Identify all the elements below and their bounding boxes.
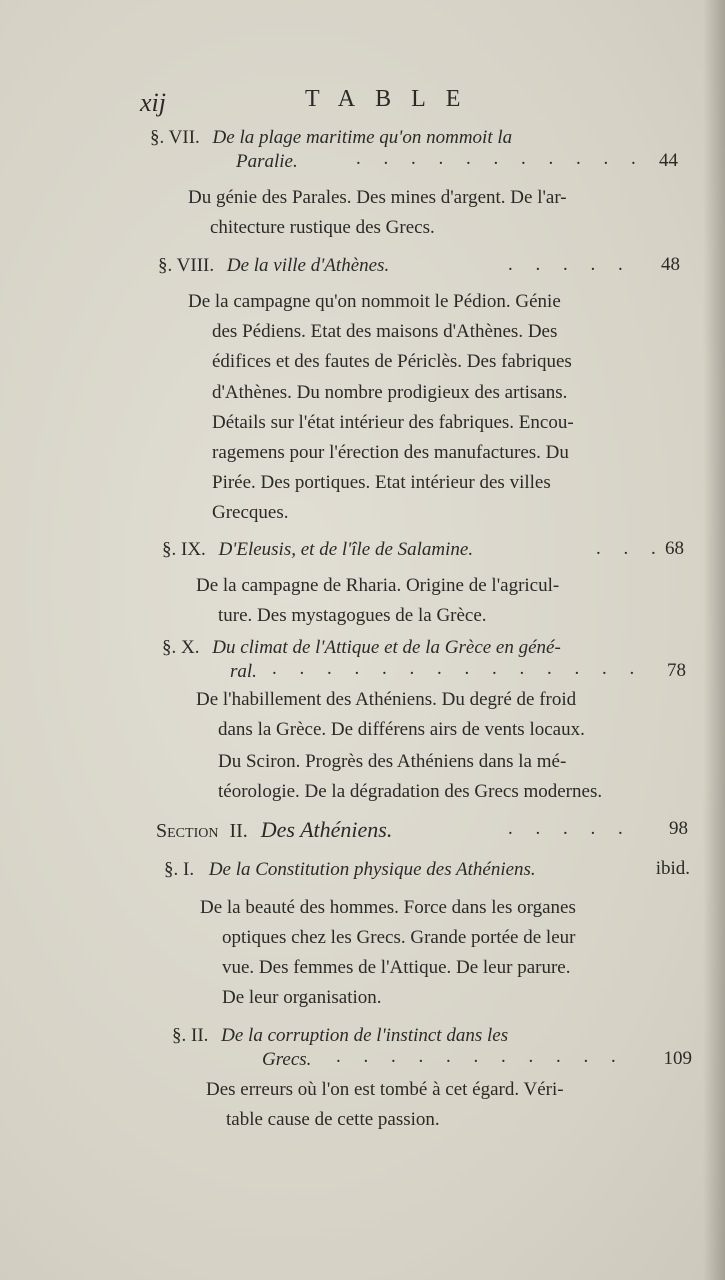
entry-description-line: De l'habillement des Athéniens. Du degré de froid <box>196 689 577 710</box>
entry-description-line: d'Athènes. Du nombre prodigieux des artisans. <box>212 382 568 403</box>
entry-description-line: De la campagne de Rharia. Origine de l'agricul- <box>196 575 560 596</box>
dot-leader: . . . <box>596 538 665 559</box>
entry-description-line: De la beauté des hommes. Force dans les organes <box>200 897 576 918</box>
entry-heading: §. II. De la corruption de l'instinct dans les <box>172 1025 509 1046</box>
entry-page-number: 78 <box>667 660 686 681</box>
dot-leader: . . . . . <box>508 254 632 275</box>
entry-heading: §. VIII. De la ville d'Athènes. <box>158 255 390 276</box>
entry-description-line: optiques chez les Grecs. Grande portée de leur <box>222 927 576 948</box>
entry-description-line: chitecture rustique des Grecs. <box>210 217 435 238</box>
dot-leader: . . . . . . . . . . . <box>336 1046 625 1067</box>
entry-description-line: ragemens pour l'érection des manufactures. Du <box>212 442 569 463</box>
entry-title-cont: Paralie. <box>236 151 298 172</box>
entry-description-line: vue. Des femmes de l'Attique. De leur parure. <box>222 957 571 978</box>
dot-leader: . . . . . <box>508 818 632 839</box>
entry-description-line: De leur organisation. <box>222 987 382 1008</box>
entry-description-line: Détails sur l'état intérieur des fabriques. Encou- <box>212 412 574 433</box>
dot-leader: . . . . . . . . . . . <box>356 148 645 169</box>
entry-page-number: 44 <box>659 150 678 171</box>
entry-description-line: téorologie. De la dégradation des Grecs modernes. <box>218 781 603 802</box>
entry-description-line: table cause de cette passion. <box>226 1109 440 1130</box>
entry-page-number: 48 <box>661 254 680 275</box>
entry-page-number: 109 <box>663 1048 692 1069</box>
entry-title-cont: ral. <box>230 661 257 682</box>
entry-heading: §. IX. D'Eleusis, et de l'île de Salamine. <box>162 539 474 560</box>
entry-description-line: Pirée. Des portiques. Etat intérieur des villes <box>212 472 551 493</box>
section-page-number: 98 <box>669 818 688 839</box>
entry-page-number: ibid. <box>655 858 690 879</box>
page-number: xij <box>140 88 166 117</box>
entry-description-line: ture. Des mystagogues de la Grèce. <box>218 605 487 626</box>
entry-description-line: dans la Grèce. De différens airs de vents locaux. <box>218 719 585 740</box>
entry-page-number: 68 <box>665 538 684 559</box>
page-title: TABLE <box>305 86 481 112</box>
entry-heading: §. X. Du climat de l'Attique et de la Grèce en géné- <box>162 637 561 658</box>
entry-description-line: édifices et des fautes de Périclès. Des fabriques <box>212 351 572 372</box>
entry-description-line: De la campagne qu'on nommoit le Pédion. Génie <box>188 291 561 312</box>
page-gutter-shadow <box>703 0 725 1280</box>
entry-description-line: Des erreurs où l'on est tombé à cet égard. Véri- <box>206 1079 564 1100</box>
entry-description-line: Du génie des Parales. Des mines d'argent. De l'ar- <box>188 187 567 208</box>
entry-description-line: Du Sciron. Progrès des Athéniens dans la mé- <box>218 751 567 772</box>
entry-description-line: Grecques. <box>212 502 289 523</box>
entry-heading: §. VII. De la plage maritime qu'on nommoit la <box>150 127 513 148</box>
entry-description-line: des Pédiens. Etat des maisons d'Athènes. Des <box>212 321 558 342</box>
entry-title-cont: Grecs. <box>262 1049 312 1070</box>
entry-heading: §. I. De la Constitution physique des Athéniens. <box>164 859 536 880</box>
dot-leader: . . . . . . . . . . . . . . <box>272 658 644 679</box>
section-heading: Section II. Des Athéniens. <box>156 817 393 842</box>
